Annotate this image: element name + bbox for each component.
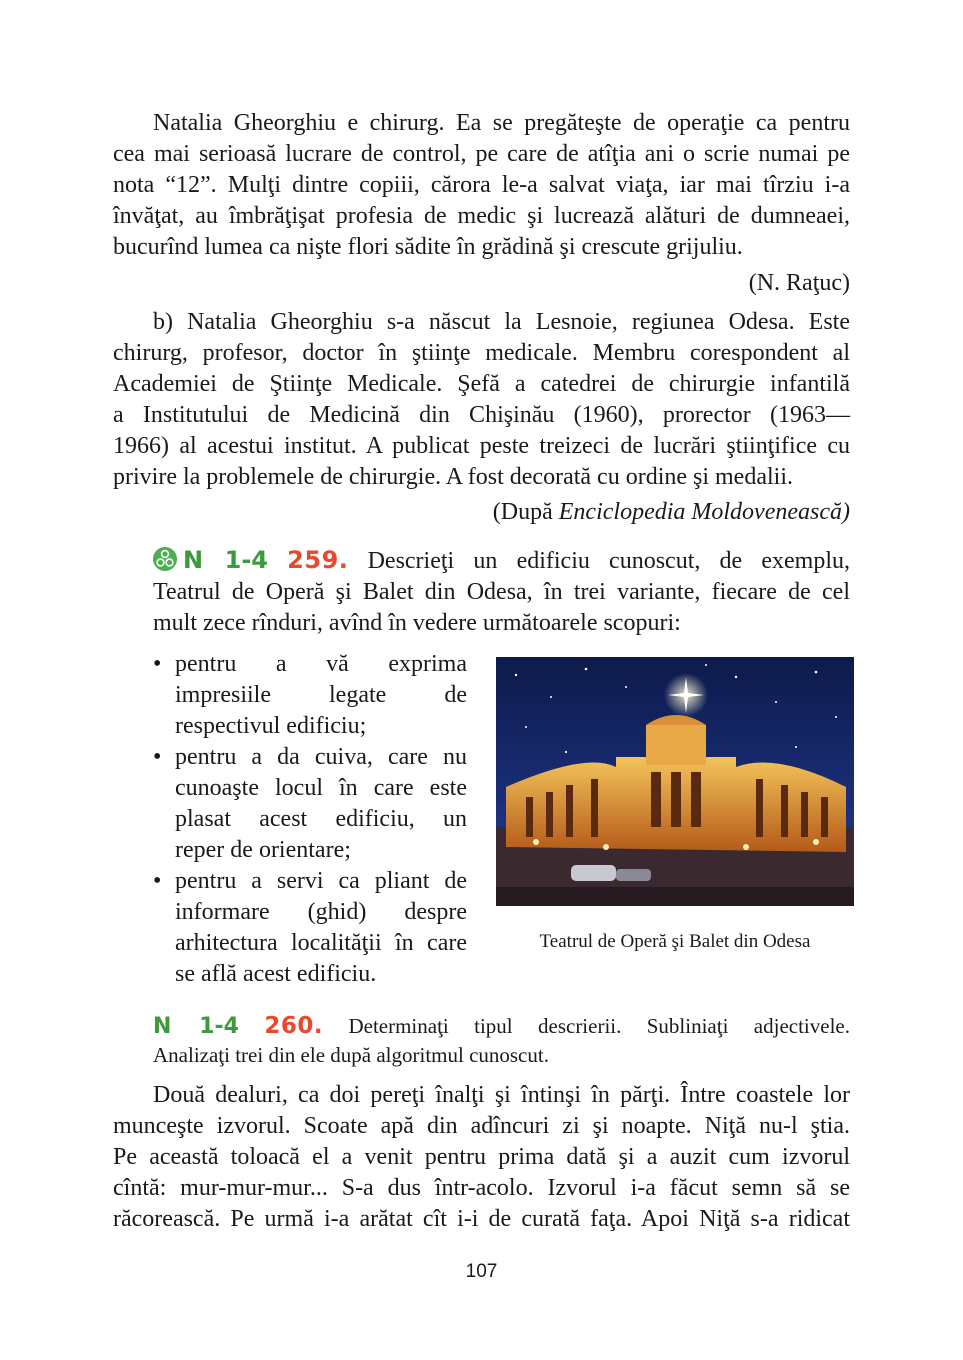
list-item: [153, 649, 467, 742]
text-line: chirurg, profesor, doctor în ştiinţe medicale. Membru corespondent al: [113, 340, 850, 366]
text-line: cîntă: mur-mur-mur... S-a dus într-acolo. Izvorul i-a făcut semn să se: [113, 1175, 850, 1201]
source-prefix: (După: [492, 499, 559, 525]
text-line: reper de orientare;: [175, 837, 351, 863]
list-item: [153, 742, 467, 866]
text-line: privire la problemele de chirurgie. A fost decorată cu ordine şi medalii.: [113, 464, 793, 490]
source-ratuc: (N. Raţuc): [748, 270, 850, 296]
text-line: învăţat, au îmbrăţişat profesia de medic şi lucrează alături de dumneaei,: [113, 203, 850, 229]
exercise-level: N 1-4: [183, 546, 268, 574]
exercise-level: N 1-4: [153, 1014, 239, 1039]
text-line: cea mai serioasă lucrare de control, pe care de atîţia ani o scrie numai pe: [113, 141, 850, 167]
source-title: Enciclopedia Moldovenească): [558, 499, 850, 525]
text-line: nota “12”. Mulţi dintre copiii, cărora le-a salvat viaţa, iar mai tîrziu i-a: [113, 172, 850, 198]
source-encyclopedia: [493, 497, 850, 528]
text-line: se află acest edificiu.: [175, 961, 377, 987]
bullet-list: [153, 649, 467, 990]
list-item: [153, 866, 467, 990]
paragraph-biography: [113, 307, 850, 493]
text-line: pentru a da cuiva, care nu: [175, 744, 467, 770]
text-line: plasat acest edificiu, un: [175, 806, 467, 832]
opera-house-photo: [496, 657, 854, 906]
paragraph-surgeon: [113, 108, 850, 263]
page-number: 107: [465, 1261, 498, 1282]
text-line: Pe această toloacă el a venit pentru prima dată şi a auzit cum izvorul: [113, 1144, 850, 1170]
text-line: pentru a servi ca pliant de: [175, 868, 467, 894]
exercise-number: 259.: [287, 546, 349, 574]
text-line: b) Natalia Gheorghiu s-a născut la Lesnoie, regiunea Odesa. Este: [153, 309, 850, 335]
exercise-text: Descrieţi un edificiu cunoscut, de exemplu,: [367, 548, 851, 574]
text-line: arhitectura localităţii în care: [175, 930, 467, 956]
text-line: 1966) al acestui institut. A publicat peste treizeci de lucrări ştiinţifice cu: [113, 433, 850, 459]
bullet-marker: •: [153, 744, 162, 770]
text-line: respectivul edificiu;: [175, 713, 367, 739]
exercise-text: Determinaţi tipul descrierii. Subliniaţi adjectivele.: [348, 1014, 850, 1038]
text-line: pentru a vă exprima: [175, 651, 467, 677]
text-line: Academiei de Ştiinţe Medicale. Şefă a catedrei de chirurgie infantilă: [113, 371, 850, 397]
text-line: bucurînd lumea ca nişte flori sădite în grădină şi crescute grijuliu.: [113, 234, 743, 260]
text-line: Natalia Gheorghiu e chirurg. Ea se pregăteşte de operaţie ca pentru: [153, 110, 850, 136]
text-line: Teatrul de Operă şi Balet din Odesa, în trei variante, fiecare de cel: [153, 579, 850, 605]
text-line: munceşte izvorul. Scoate apă din adîncuri zi şi noapte. Niţă nu-l ştia.: [113, 1113, 850, 1139]
exercise-259-first-line: [153, 545, 850, 577]
text-line: mult zece rînduri, avînd în vedere următoarele scopuri:: [153, 610, 681, 636]
text-line: cunoaşte locul în care este: [175, 775, 467, 801]
text-line: răcorească. Pe urmă i-a arătat cît i-i de curată faţa. Apoi Niţă s-a ridicat: [113, 1206, 850, 1232]
group-work-icon: [153, 547, 177, 571]
text-line: informare (ghid) despre: [175, 899, 467, 925]
text-line: a Institutului de Medicină din Chişinău (1960), prorector (1963—: [113, 402, 850, 428]
exercise-259: [153, 545, 850, 639]
text-line: Analizaţi trei din ele după algoritmul cunoscut.: [153, 1043, 549, 1067]
bullet-marker: •: [153, 868, 162, 894]
text-line: Două dealuri, ca doi pereţi înalţi şi întinşi în părţi. Între coastele lor: [153, 1082, 850, 1108]
photo-caption: Teatrul de Operă şi Balet din Odesa: [539, 931, 811, 952]
exercise-number: 260.: [264, 1013, 324, 1039]
exercise-260-first-line: [153, 1012, 850, 1041]
bullet-marker: •: [153, 651, 162, 677]
text-line: impresiile legate de: [175, 682, 467, 708]
paragraph-spring: [113, 1080, 850, 1235]
exercise-260: [153, 1012, 850, 1070]
